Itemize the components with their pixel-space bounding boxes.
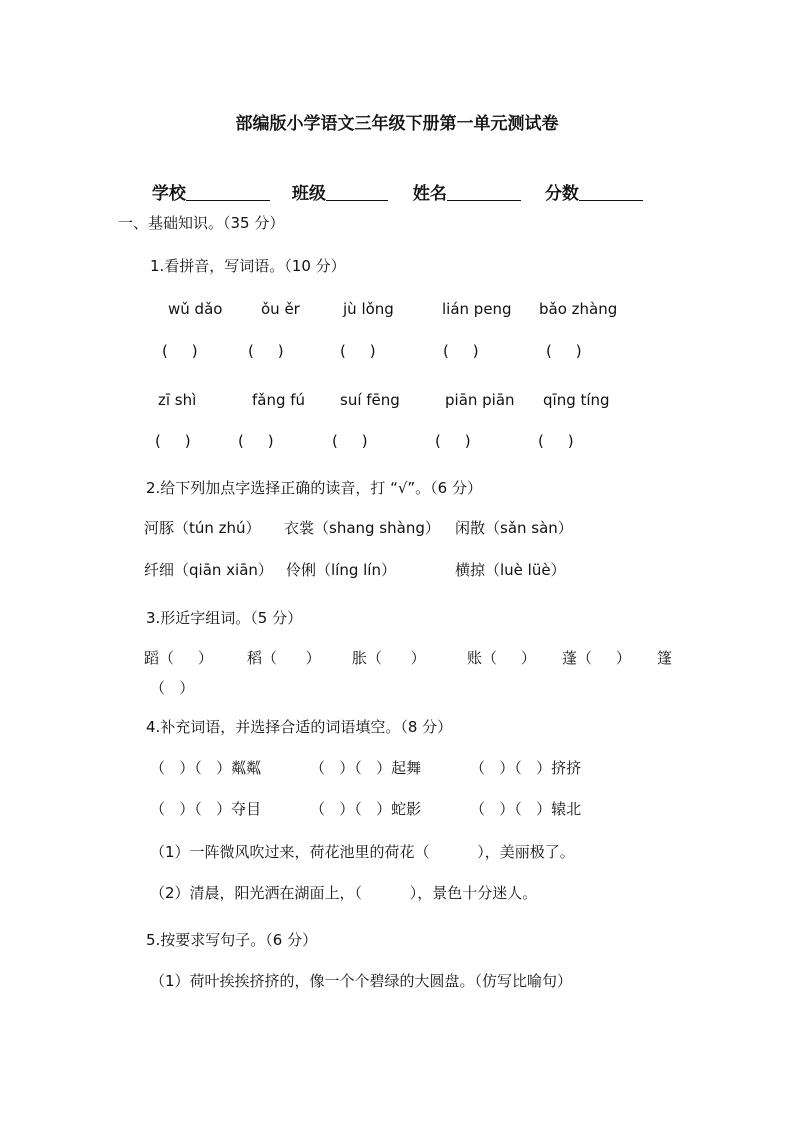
word-blank[interactable]: （ ） [150, 679, 195, 697]
answer-blank[interactable]: ( ) [443, 342, 479, 360]
school-field[interactable] [140, 164, 270, 204]
pinyin: jù lǒng [343, 300, 394, 318]
answer-blank[interactable]: ( ) [340, 342, 376, 360]
word-blank[interactable]: 蓬（ ） [562, 649, 631, 667]
answer-blank[interactable]: ( ) [155, 432, 191, 450]
question-2-prompt: 2.给下列加点字选择正确的读音，打 “√”。（6 分） [146, 479, 482, 497]
idiom-blank[interactable]: （ ）（ ）起舞 [310, 759, 422, 777]
pinyin: suí fēng [340, 391, 400, 409]
answer-blank[interactable]: ( ) [238, 432, 274, 450]
word-blank[interactable]: 稻（ ） [247, 649, 321, 667]
idiom-blank[interactable]: （ ）（ ）蛇影 [310, 800, 422, 818]
fill-sentence[interactable]: （2）清晨，阳光洒在湖面上，（ ），景色十分迷人。 [150, 884, 538, 902]
school-label: 学校 [151, 184, 186, 204]
name-label: 姓名 [412, 184, 447, 204]
reading-choice[interactable]: 伶俐（líng lín） [286, 561, 396, 579]
school-blank[interactable] [186, 184, 270, 201]
reading-choice[interactable]: 衣裳（shang shàng） [284, 519, 440, 537]
idiom-blank[interactable]: （ ）（ ）粼粼 [150, 759, 262, 777]
idiom-blank[interactable]: （ ）（ ）夺目 [150, 800, 262, 818]
class-blank[interactable] [326, 184, 388, 201]
question-1-prompt: 1.看拼音，写词语。（10 分） [150, 257, 346, 275]
fill-sentence[interactable]: （1）一阵微风吹过来，荷花池里的荷花（ ），美丽极了。 [150, 843, 575, 861]
name-blank[interactable] [447, 184, 521, 201]
word-blank[interactable]: 胀（ ） [352, 649, 426, 667]
answer-blank[interactable]: ( ) [546, 342, 582, 360]
score-blank[interactable] [579, 184, 643, 201]
name-field[interactable] [401, 164, 521, 204]
answer-blank[interactable]: ( ) [248, 342, 284, 360]
question-5-prompt: 5.按要求写句子。（6 分） [146, 931, 318, 949]
reading-choice[interactable]: 闲散（sǎn sàn） [455, 519, 573, 537]
pinyin: qīng tíng [543, 391, 610, 409]
word-char: 篷 [657, 649, 673, 667]
score-field[interactable] [533, 164, 643, 204]
section-heading: 一、基础知识。（35 分） [118, 214, 285, 232]
class-label: 班级 [291, 184, 326, 204]
answer-blank[interactable]: ( ) [538, 432, 574, 450]
word-blank[interactable]: 账（ ） [467, 649, 536, 667]
score-label: 分数 [544, 184, 579, 204]
answer-blank[interactable]: ( ) [162, 342, 198, 360]
idiom-blank[interactable]: （ ）（ ）挤挤 [470, 759, 582, 777]
reading-choice[interactable]: 河豚（tún zhú） [144, 519, 261, 537]
reading-choice[interactable]: 纤细（qiān xiān） [144, 561, 273, 579]
pinyin: bǎo zhàng [539, 300, 618, 318]
question-4-prompt: 4.补充词语，并选择合适的词语填空。（8 分） [146, 718, 453, 736]
pinyin: wǔ dǎo [168, 300, 223, 318]
class-field[interactable] [280, 164, 388, 204]
idiom-blank[interactable]: （ ）（ ）辕北 [470, 800, 582, 818]
answer-blank[interactable]: ( ) [435, 432, 471, 450]
pinyin: zī shì [158, 391, 197, 409]
pinyin: fǎng fú [252, 391, 306, 409]
answer-blank[interactable]: ( ) [332, 432, 368, 450]
pinyin: lián peng [442, 300, 512, 318]
pinyin: ǒu ěr [261, 300, 300, 318]
sentence-task: （1）荷叶挨挨挤挤的，像一个个碧绿的大圆盘。（仿写比喻句） [150, 972, 573, 990]
word-blank[interactable]: 蹈（ ） [144, 649, 213, 667]
page-title: 部编版小学语文三年级下册第一单元测试卷 [235, 114, 559, 134]
reading-choice[interactable]: 横掠（luè lüè） [455, 561, 566, 579]
pinyin: piān piān [445, 391, 515, 409]
question-3-prompt: 3.形近字组词。（5 分） [146, 609, 303, 627]
